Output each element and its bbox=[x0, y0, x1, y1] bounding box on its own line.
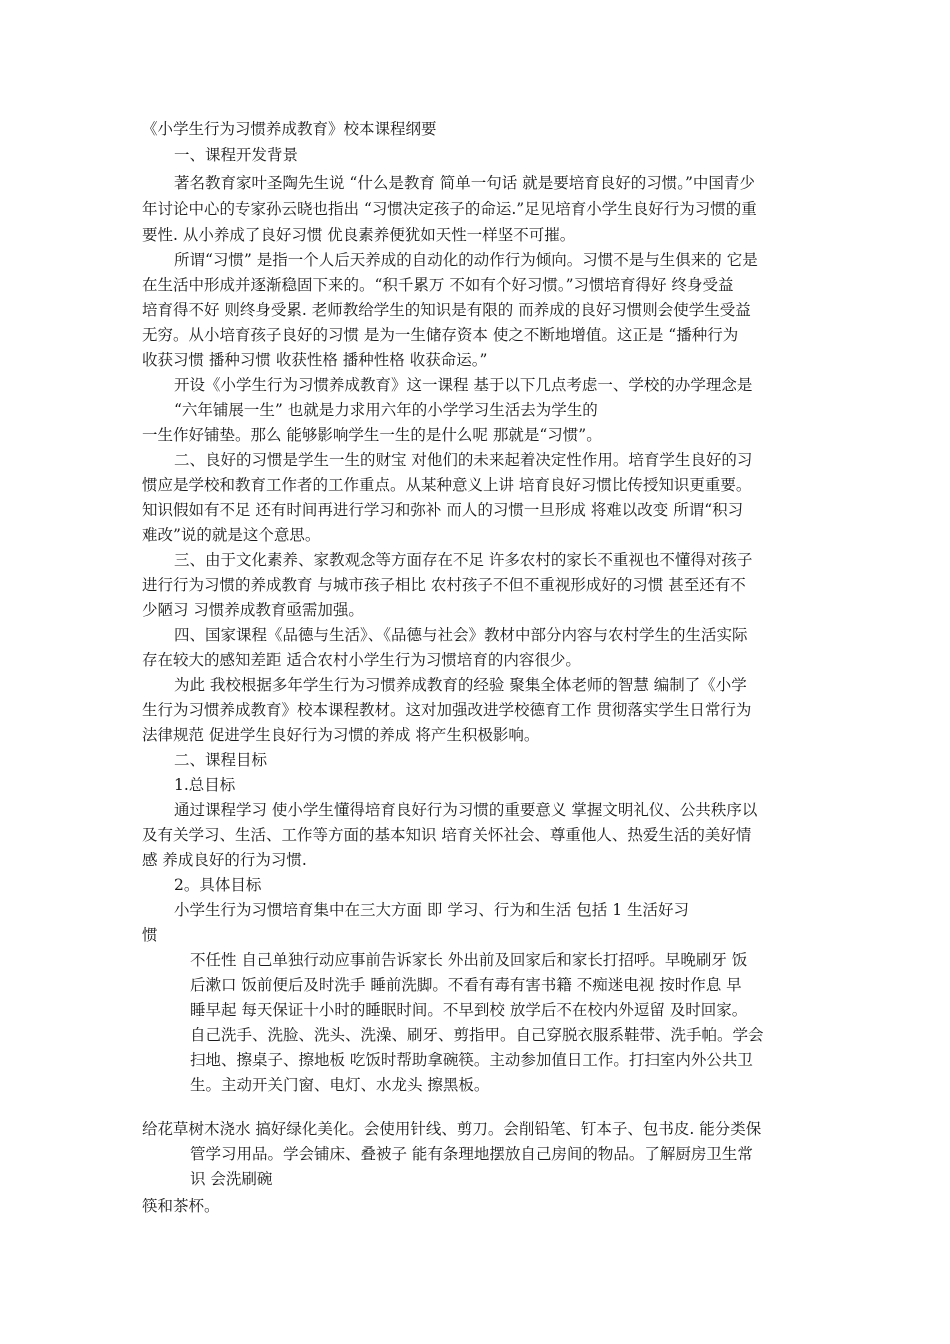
paragraph-line: 感 养成良好的行为习惯. bbox=[142, 851, 307, 869]
section-heading-background: 一、课程开发背景 bbox=[174, 146, 299, 164]
paragraph-line: 自己洗手、洗脸、洗头、洗澡、刷牙、剪指甲。自己穿脱衣服系鞋带、洗手帕。学会 bbox=[190, 1026, 764, 1044]
paragraph-line: 收获习惯 播种习惯 收获性格 播种性格 收获命运。” bbox=[142, 351, 488, 369]
paragraph-line: 二、良好的习惯是学生一生的财宝 对他们的未来起着决定性作用。培育学生良好的习 bbox=[174, 451, 753, 469]
paragraph-line: 知识假如有不足 还有时间再进行学习和弥补 而人的习惯一旦形成 将难以改变 所谓“积习 bbox=[142, 501, 744, 519]
paragraph-line: 生。主动开关门窗、电灯、水龙头 擦黑板。 bbox=[190, 1076, 490, 1094]
paragraph-line: 少陋习 习惯养成教育亟需加强。 bbox=[142, 601, 364, 619]
paragraph-line: 及有关学习、生活、工作等方面的基本知识 培育关怀社会、尊重他人、热爱生活的美好情 bbox=[142, 826, 752, 844]
paragraph-line: 开设《小学生行为习惯养成教育》这一课程 基于以下几点考虑一、学校的办学理念是 bbox=[174, 376, 753, 394]
paragraph-line: 无穷。从小培育孩子良好的习惯 是为一生储存资本 使之不断地增值。这正是 “播种行为 bbox=[142, 326, 739, 344]
paragraph-line: 一生作好铺垫。那么 能够影响学生一生的是什么呢 那就是“习惯”。 bbox=[142, 426, 602, 444]
section-heading-goals: 二、课程目标 bbox=[174, 751, 268, 769]
paragraph-line: 惯 bbox=[142, 926, 158, 944]
paragraph-line: 管学习用品。学会铺床、叠被子 能有条理地摆放自己房间的物品。了解厨房卫生常 bbox=[190, 1145, 753, 1163]
paragraph-line: 惯应是学校和教育工作者的工作重点。从某种意义上讲 培育良好习惯比传授知识更重要。 bbox=[142, 476, 752, 494]
paragraph-line: 生行为习惯养成教育》校本课程教材。这对加强改进学校德育工作 贯彻落实学生日常行为 bbox=[142, 701, 752, 719]
paragraph-line: 后漱口 饭前便后及时洗手 睡前洗脚。不看有毒有害书籍 不痴迷电视 按时作息 早 bbox=[190, 976, 742, 994]
paragraph-line: 四、国家课程《品德与生活》、《品德与社会》教材中部分内容与农村学生的生活实际 bbox=[174, 626, 748, 644]
paragraph-line: 为此 我校根据多年学生行为习惯养成教育的经验 聚集全体老师的智慧 编制了《小学 bbox=[174, 676, 747, 694]
paragraph-line: 年讨论中心的专家孙云晓也指出 “习惯决定孩子的命运.”足见培育小学生良好行为习惯的重 bbox=[142, 200, 757, 218]
paragraph-line: 著名教育家叶圣陶先生说 “什么是教育 简单一句话 就是要培育良好的习惯。”中国青少 bbox=[174, 174, 755, 192]
paragraph-line: 给花草树木浇水 搞好绿化美化。会使用针线、剪刀。会削铅笔、钉本子、包书皮. 能分类保 bbox=[142, 1120, 762, 1138]
paragraph-line: 法律规范 促进学生良好行为习惯的养成 将产生积极影响。 bbox=[142, 726, 540, 744]
paragraph-line: 睡早起 每天保证十小时的睡眠时间。不早到校 放学后不在校内外逗留 及时回家。 bbox=[190, 1001, 748, 1019]
paragraph-line: 所谓“习惯” 是指一个人后天养成的自动化的动作行为倾向。习惯不是与生俱来的 它是 bbox=[174, 251, 758, 269]
paragraph-line: 存在较大的感知差距 适合农村小学生行为习惯培育的内容很少。 bbox=[142, 651, 581, 669]
paragraph-line: “六年铺展一生” 也就是力求用六年的小学学习生活去为学生的 bbox=[174, 401, 598, 419]
paragraph-line: 难改”说的就是这个意思。 bbox=[142, 526, 321, 544]
paragraph-line: 不任性 自己单独行动应事前告诉家长 外出前及回家后和家长打招呼。早晚刷牙 饭 bbox=[190, 951, 748, 969]
document-title: 《小学生行为习惯养成教育》校本课程纲要 bbox=[142, 120, 437, 138]
paragraph-line: 进行行为习惯的养成教育 与城市孩子相比 农村孩子不但不重视形成好的习惯 甚至还有不 bbox=[142, 576, 746, 594]
subheading-specific-goals: 2。具体目标 bbox=[174, 876, 262, 894]
paragraph-line: 三、由于文化素养、家教观念等方面存在不足 许多农村的家长不重视也不懂得对孩子 bbox=[174, 551, 753, 569]
subheading-overall-goal: 1.总目标 bbox=[174, 776, 236, 794]
paragraph-line: 小学生行为习惯培育集中在三大方面 即 学习、行为和生活 包括 1 生活好习 bbox=[174, 901, 689, 919]
paragraph-line: 识 会洗刷碗 bbox=[190, 1170, 273, 1188]
paragraph-line: 要性. 从小养成了良好习惯 优良素养便犹如天性一样坚不可摧。 bbox=[142, 226, 576, 244]
paragraph-line: 通过课程学习 使小学生懂得培育良好行为习惯的重要意义 掌握文明礼仪、公共秩序以 bbox=[174, 801, 758, 819]
paragraph-line: 筷和茶杯。 bbox=[142, 1197, 220, 1215]
paragraph-line: 在生活中形成并逐渐稳固下来的。“积千累万 不如有个好习惯。”习惯培育得好 终身受益 bbox=[142, 276, 734, 294]
paragraph-line: 扫地、擦桌子、擦地板 吃饭时帮助拿碗筷。主动参加值日工作。打扫室内外公共卫 bbox=[190, 1051, 753, 1069]
paragraph-line: 培育得不好 则终身受累. 老师教给学生的知识是有限的 而养成的良好习惯则会使学生受益 bbox=[142, 301, 751, 319]
